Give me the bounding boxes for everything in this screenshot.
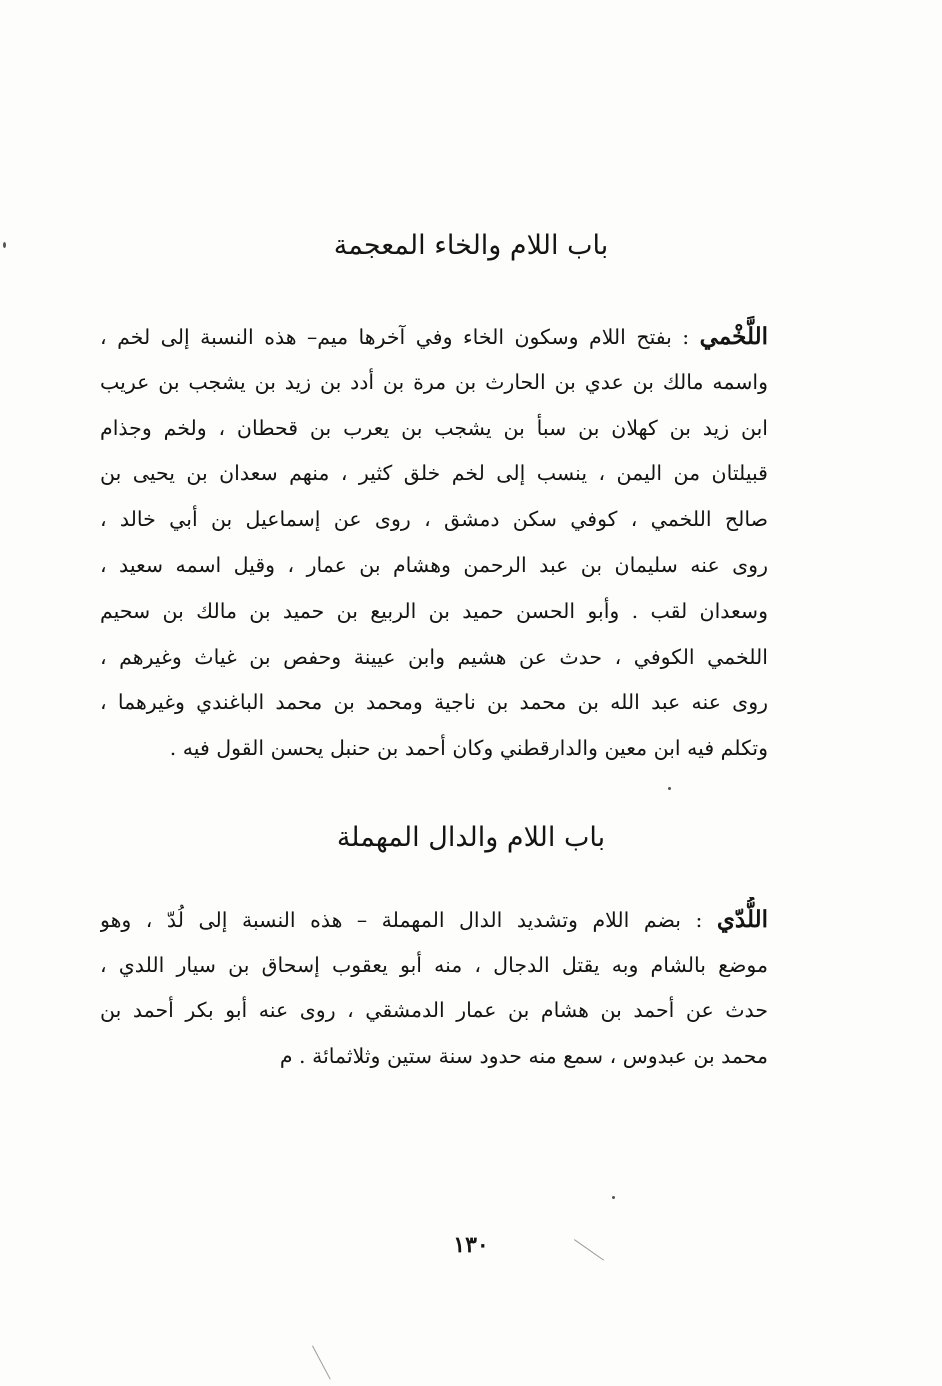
entry-line <box>100 314 768 360</box>
entry-line: وتكلم فيه ابن معين والدارقطني وكان أحمد بن حنبل يحسن القول فيه . <box>169 736 768 761</box>
entry-term: اللَّخْمي <box>699 323 768 350</box>
entry-term: اللُّدّي <box>716 906 768 933</box>
entry-line <box>100 897 768 943</box>
entry-line: ابن زيد بن كهلان بن سبأ بن يشجب بن يعرب بن قحطان ، ولخم وجذام <box>100 415 768 440</box>
entry-line: محمد بن عبدوس ، سمع منه حدود سنة ستين وثلاثمائة . م <box>279 1043 768 1068</box>
scan-speck <box>668 787 671 790</box>
entry-line-text: : بفتح اللام وسكون الخاء وفي آخرها ميم– هذه النسبة إلى لخم ، <box>100 325 700 349</box>
entry-line: اللخمي الكوفي ، حدث عن هشيم وابن عيينة وحفص بن غياث وغيرهم ، <box>100 644 768 669</box>
entry-line: روى عنه عبد الله بن محمد بن ناجية ومحمد بن محمد الباغندي وغيرهما ، <box>100 690 768 715</box>
scan-speck <box>612 1196 615 1199</box>
entry-line: وسعدان لقب . وأبو الحسن حميد بن الربيع بن حميد بن مالك بن سحيم <box>100 598 768 623</box>
scan-scratch <box>312 1346 331 1380</box>
entry-paragraph <box>100 897 768 1079</box>
section-heading: باب اللام والدال المهملة <box>336 822 606 853</box>
entry-line: موضع بالشام وبه يقتل الدجال ، منه أبو يعقوب إسحاق بن سيار اللدي ، <box>100 952 768 977</box>
entry-line: واسمه مالك بن عدي بن الحارث بن مرة بن أدد بن زيد بن يشجب بن عريب <box>100 369 768 394</box>
entry-line: قبيلتان من اليمن ، ينسب إلى لخم خلق كثير ، منهم سعدان بن يحيى بن <box>100 461 768 486</box>
scan-speck <box>3 242 6 248</box>
entry-line: صالح اللخمي ، كوفي سكن دمشق ، روى عن إسماعيل بن أبي خالد ، <box>100 507 768 532</box>
entry-line: روى عنه سليمان بن عبد الرحمن وهشام بن عمار ، وقيل اسمه سعيد ، <box>100 552 768 577</box>
entry-line-text: : بضم اللام وتشديد الدال المهملة – هذه النسبة إلى لُدّ ، وهو <box>100 908 717 932</box>
entry-paragraph <box>100 314 768 772</box>
page-number: ١٣٠ <box>453 1232 489 1258</box>
entry-line: حدث عن أحمد بن هشام بن عمار الدمشقي ، روى عنه أبو بكر أحمد بن <box>100 998 768 1022</box>
section-heading: باب اللام والخاء المعجمة <box>333 230 609 261</box>
